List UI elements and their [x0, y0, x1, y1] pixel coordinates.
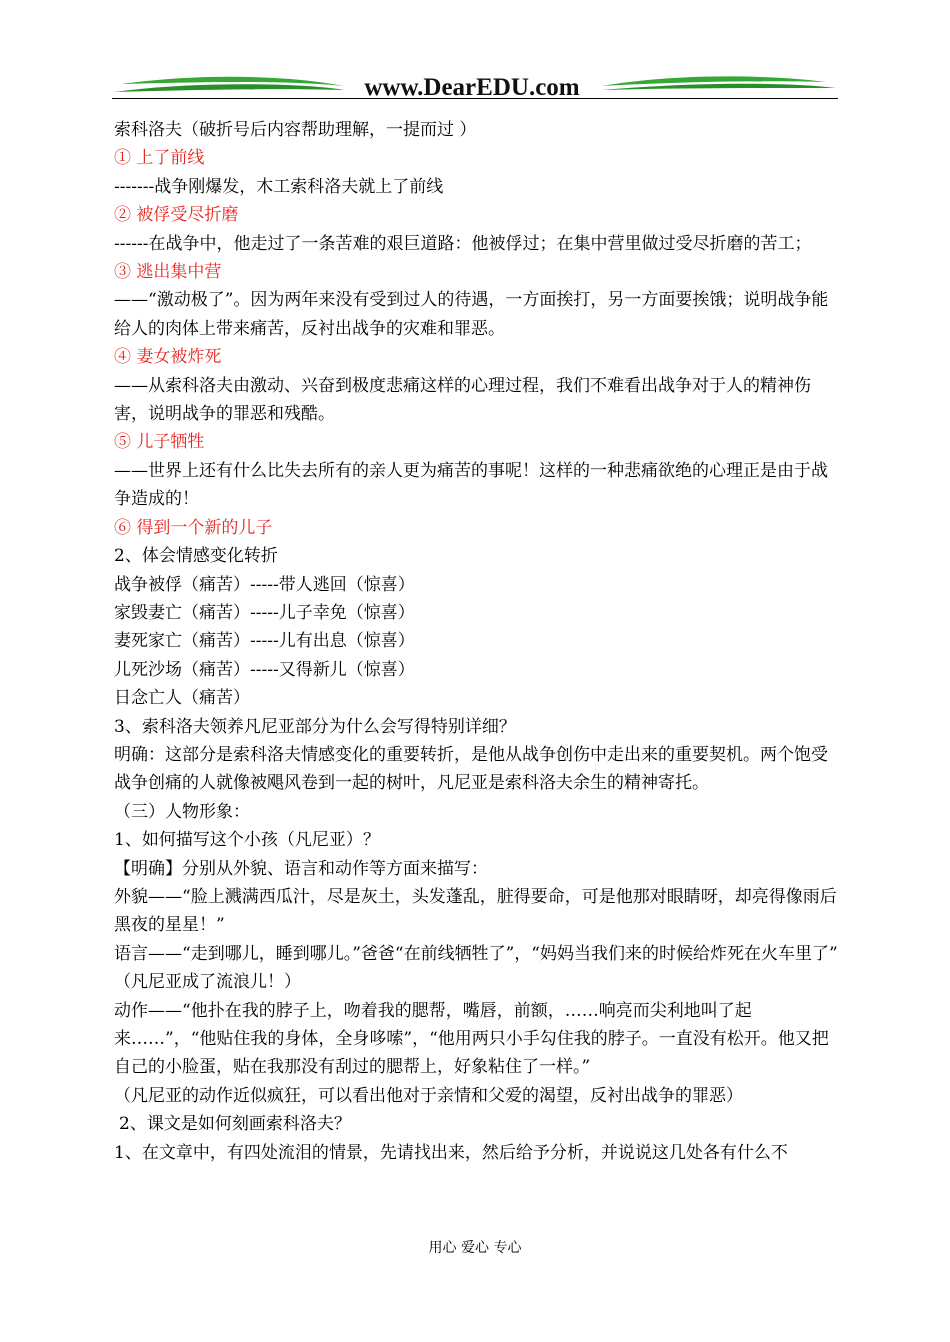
right-swoosh-lower-icon: [602, 84, 836, 90]
appearance-text: 外貌——“脸上溅满西瓜汁，尽是灰土，头发蓬乱，脏得要命，可是他那对眼睛呀，却亮得像雨后黑夜的星星！”: [114, 886, 837, 936]
emotion-line-1: 战争被俘（痛苦）-----带人逃回（惊喜）: [114, 574, 415, 595]
emotion-line-2: 家毁妻亡（痛苦）-----儿子幸免（惊喜）: [114, 602, 415, 623]
point-4-heading: ④ 妻女被炸死: [114, 347, 222, 368]
action-note: （凡尼亚的动作近似疯狂，可以看出他对于亲情和父爱的渴望，反衬出战争的罪恶）: [114, 1085, 743, 1106]
page-footer: 用心 爱心 专心: [428, 1240, 522, 1256]
question-1: 1、如何描写这个小孩（凡尼亚）？: [114, 830, 380, 851]
character-heading: （三）人物形象：: [114, 801, 250, 822]
question-1-answer: 【明确】分别从外貌、语言和动作等方面来描写：: [114, 858, 488, 879]
question-2: 2、课文是如何刻画索科洛夫？: [119, 1114, 351, 1135]
point-3-text: ——“激动极了”。因为两年来没有受到过人的待遇，一方面挨打，另一方面要挨饿；说明战争能给人的肉体上带来痛苦，反衬出战争的灾难和罪恶。: [114, 290, 829, 339]
point-4-text: ——从索科洛夫由激动、兴奋到极度悲痛这样的心理过程，我们不难看出战争对于人的精神伤害，说明战争的罪恶和残酷。: [114, 375, 811, 425]
action-text: 动作——“他扑在我的脖子上，吻着我的腮帮，嘴唇，前额，……响亮而尖利地叫了起来……”，“他贴住我的身体，全身哆嗦”，“他用两只小手勾住我的脖子。一直没有松开。他又把自己的小脸蛋，贴在我那没有刮过的腮帮上，好象粘住了一样。”: [114, 1000, 829, 1078]
left-swoosh-lower-icon: [114, 84, 344, 92]
section-3-heading: 3、索科洛夫领养凡尼亚部分为什么会写得特别详细？: [114, 716, 516, 737]
point-2-text: ------在战争中，他走过了一条苦难的艰巨道路：他被俘过；在集中营里做过受尽折磨的苦工；: [114, 233, 812, 254]
language-text: 语言——“走到哪儿，睡到哪儿。”爸爸“在前线牺牲了”，“妈妈当我们来的时候给炸死在火车里了”: [114, 943, 838, 964]
point-3-heading: ③ 逃出集中营: [114, 262, 222, 283]
section-intro: 索科洛夫（破折号后内容帮助理解，一提而过 ）: [114, 120, 477, 140]
point-1-text: -------战争刚爆发，木工索科洛夫就上了前线: [114, 176, 444, 197]
section-3-answer: 明确：这部分是索科洛夫情感变化的重要转折，是他从战争创伤中走出来的重要契机。两个饱受战争创痛的人就像被飓风卷到一起的树叶，凡尼亚是索科洛夫余生的精神寄托。: [114, 744, 828, 794]
point-5-heading: ⑤ 儿子牺牲: [114, 432, 205, 453]
point-2-heading: ② 被俘受尽折磨: [114, 205, 239, 226]
language-note: （凡尼亚成了流浪儿！）: [114, 972, 301, 993]
emotion-line-4: 儿死沙场（痛苦）-----又得新儿（惊喜）: [114, 659, 415, 680]
site-url: www.DearEDU.com: [364, 74, 580, 101]
point-6-heading: ⑥ 得到一个新的儿子: [114, 517, 273, 538]
emotion-line-3: 妻死家亡（痛苦）-----儿有出息（惊喜）: [114, 631, 415, 652]
section-2-heading: 2、体会情感变化转折: [114, 546, 278, 567]
question-3: 1、在文章中，有四处流泪的情景，先请找出来，然后给予分析，并说说这几处各有什么不: [114, 1142, 788, 1163]
point-1-heading: ① 上了前线: [114, 148, 205, 169]
emotion-line-5: 日念亡人（痛苦）: [114, 688, 250, 709]
document-body: [114, 116, 838, 1167]
point-5-text: ——世界上还有什么比失去所有的亲人更为痛苦的事呢！这样的一种悲痛欲绝的心理正是由于战争造成的！: [114, 460, 828, 510]
header-rule: [112, 98, 838, 99]
